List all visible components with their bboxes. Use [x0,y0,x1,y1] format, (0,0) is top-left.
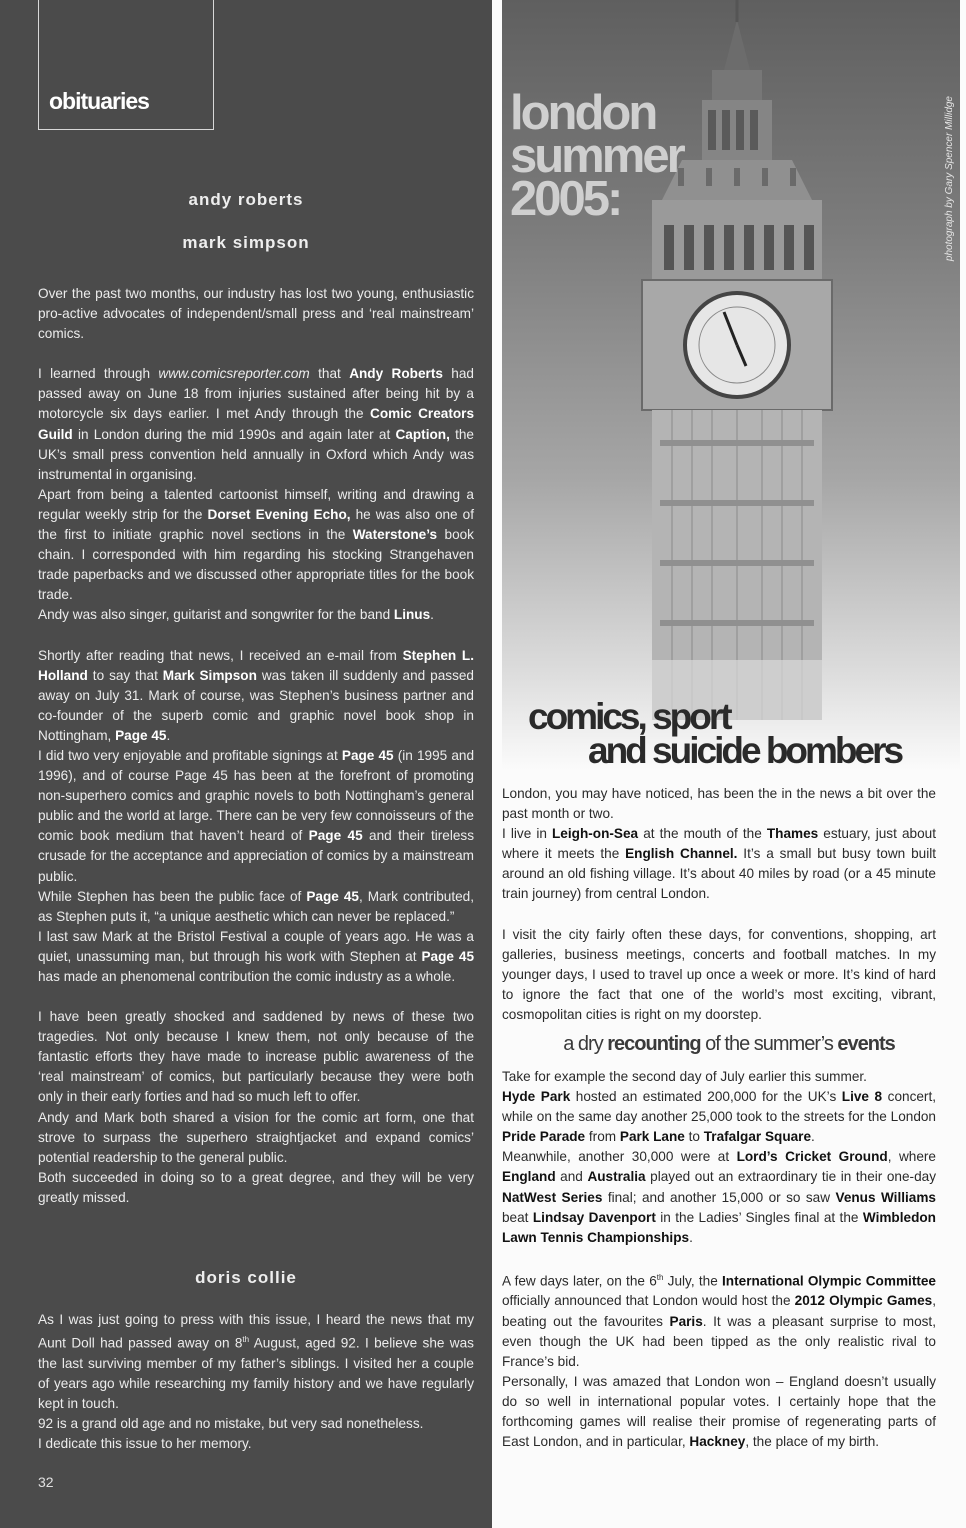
paragraph: London, you may have noticed, has been the in the news a bit over the past month or two. [502,786,936,822]
feature-column [492,0,966,1528]
subheadline-line2: and suicide bombers [588,730,902,771]
paragraph: While Stephen has been the public face of Page 45, Mark contributed, as Stephen puts it, “a unique aesthetic which can never be replaced.” [38,888,474,924]
feature-headline: london summer 2005: [510,86,683,226]
article-text [502,784,936,1025]
paragraph: Shortly after reading that news, I received an e-mail from Stephen L. Holland to say that Mark Simpson was taken ill suddenly and passed away on July 31. Mark of course, was Stephen’s business partner and co-founder of the superb comic and graphic novel book shop in Nottingham, Page 45. [38,647,474,743]
paragraph: I live in Leigh-on-Sea at the mouth of the Thames estuary, just about where it meets the English Channel. It’s a small but busy town built around an old fishing village. It’s about 40 miles by road (or a 45 minute train journey) from central London. [502,826,937,902]
spire [724,20,750,70]
article-text-2 [502,1067,936,1452]
section-heading: a dry recounting of the summer’s events [563,1033,895,1055]
heading-doris-collie: doris collie [195,1268,297,1287]
paragraph: Andy and Mark both shared a vision for the comic art form, one that strove to surpass the superhero straightjacket and expand comics’ potential readership to the general public. [38,1109,474,1165]
heading-mark-simpson: mark simpson [182,233,310,252]
paragraph: I last saw Mark at the Bristol Festival a couple of years ago. He was a quiet, unassuming man, but through his work with Stephen at Page 45 has made an phenomenal contribution the comic industry as a whole. [38,928,475,984]
paragraph: I did two very enjoyable and profitable signings at Page 45 (in 1995 and 1996), and of course Page 45 has been at the forefront of promoting non-superhero comics and graphic novels to both Nottingham’s general public and the world at large. There can be very few connoisseurs of the comic book medium that haven’t heard of Page 45 and their tireless crusade for the acceptance and appreciation of comics by a mainstream public. [38,747,475,884]
paragraph: Apart from being a talented cartoonist himself, writing and drawing a regular weekly strip for the Dorset Evening Echo, he was also one of the first to initiate graphic novel sections in the Waterstone’s book chain. I corresponded with him regarding his stocking Strangehaven trade paperbacks and we discussed other appropriate titles for the book trade. [38,486,474,603]
section-tag: obituaries [49,88,149,114]
heading-andy-roberts: andy roberts [188,190,304,209]
section-tag-box [38,0,214,130]
paragraph: Personally, I was amazed that London won – England doesn’t usually do so well in international popular votes. I certainly hope that the forthcoming games will realise their promise of regenerating parts of East London, and in particular, Hackney, the place of my birth. [502,1373,936,1450]
subheadline-line1: comics, sport [528,696,730,737]
paragraph: 92 is a grand old age and no mistake, but very sad nonetheless. [38,1416,424,1431]
website-link[interactable]: www.comicsreporter.com [158,366,310,382]
obituary-text-doris [38,1310,474,1454]
obituary-text [38,284,474,1208]
paragraph: I have been greatly shocked and saddened by news of these two tragedies. Not only because I knew them, not only because of the fantastic efforts they have made to increase public awareness of the ‘real mainstream’ of comics, but particularly because they were both only in their early forties and had so much left to offer. [38,1009,474,1105]
paragraph: I visit the city fairly often these days, for conventions, shopping, art galleries, business meetings, concerts and football matches. In my younger days, I used to travel up once a week or more. It’s kind of hard to ignore the fact that one of the world’s most exciting, vibrant, cosmopolitan cities is right on my doorstep. [502,926,936,1022]
paragraph: Andy was also singer, guitarist and songwriter for the band Linus. [38,607,434,623]
paragraph: I learned through www.comicsreporter.com that Andy Roberts had passed away on June 18 from injuries sustained after being hit by a motorcycle six days earlier. I met Andy through the Comic Creators Guild in London during the mid 1990s and again later at Caption, the UK’s small press convention held annually in Oxford which Andy was instrumental in organising. [38,366,475,482]
paragraph: Take for example the second day of July earlier this summer. [502,1069,867,1084]
paragraph: A few days later, on the 6th July, the International Olympic Committee officially announced that London would host the 2012 Olympic Games, beating out the favourites Paris. It was a pleasant surprise to most, even though the UK had been tipped as the only realistic rival to France’s bid. [502,1272,936,1369]
paragraph: As I was just going to press with this issue, I heard the news that my Aunt Doll had passed away on 8th August, aged 92. I believe she was the last surviving member of my father’s siblings. I visited her a couple of years ago while researching my family history and we have regularly kept in touch. [38,1312,474,1411]
photo-credit: photograph by Gary Spencer Millidge [944,96,955,262]
paragraph: Hyde Park hosted an estimated 200,000 for the UK’s Live 8 concert, while on the same day another 25,000 took to the streets for the London Pride Parade from Park Lane to Trafalgar Square. [502,1089,937,1145]
paragraph: Meanwhile, another 30,000 were at Lord’s Cricket Ground, where England and Australia played out an extraordinary tie in their one-day NatWest Series final; and another 15,000 or so saw Venus Williams beat Lindsay Davenport in the Ladies’ Singles final at the Wimbledon Lawn Tennis Championships. [502,1149,936,1245]
paragraph: Over the past two months, our industry has lost two young, enthusiastic pro-active advocates of independent/small press and ‘real mainstream’ comics. [38,286,474,342]
page-number: 32 [38,1474,54,1490]
paragraph: Both succeeded in doing so to a great degree, and they will be very greatly missed. [38,1169,474,1205]
paragraph: I dedicate this issue to her memory. [38,1436,252,1452]
